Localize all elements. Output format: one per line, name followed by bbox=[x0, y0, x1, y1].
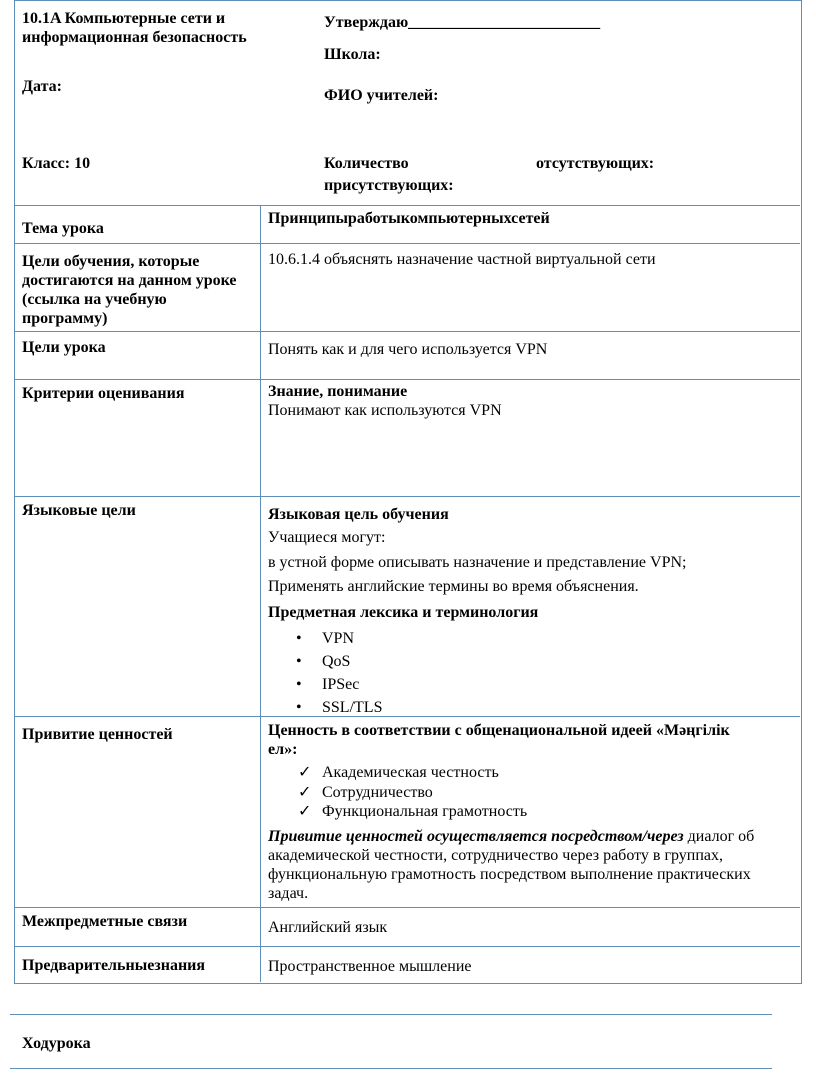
learning-goals-label: Цели обучения, которые достигаются на данном уроке (ссылка на учебную программу) bbox=[22, 253, 237, 327]
bullet-icon: • bbox=[296, 630, 302, 647]
approve-label: Утверждаю bbox=[324, 14, 409, 31]
column-divider bbox=[260, 908, 261, 946]
criteria-heading: Знание, понимание bbox=[268, 383, 408, 400]
language-line-1: Учащиеся могут: bbox=[268, 529, 386, 546]
values-label: Привитие ценностей bbox=[22, 726, 173, 743]
language-row bbox=[14, 497, 800, 717]
date-label: Дата: bbox=[22, 78, 62, 95]
approve-line: ________________________ bbox=[408, 14, 601, 31]
header-block bbox=[14, 0, 800, 206]
values-paragraph bbox=[268, 827, 793, 903]
learning-goals-value: 10.6.1.4 объяснять назначение частной виртуальной сети bbox=[268, 251, 656, 268]
list-item: ✓ Сотрудничество bbox=[298, 783, 433, 801]
criteria-label: Критерии оценивания bbox=[22, 385, 185, 402]
column-divider bbox=[260, 332, 261, 379]
count-label: Количество bbox=[324, 155, 409, 172]
lesson-goals-value: Понять как и для чего используется VPN bbox=[268, 341, 548, 358]
list-item: • VPN bbox=[268, 627, 382, 650]
list-item: ✓ Функциональная грамотность bbox=[298, 803, 528, 820]
checkmark-icon: ✓ bbox=[298, 783, 312, 801]
values-checklist bbox=[268, 763, 527, 822]
list-item: ✓ Академическая честность bbox=[298, 764, 499, 781]
approve-field bbox=[324, 13, 600, 32]
criteria-row bbox=[14, 380, 800, 497]
prior-label: Предварительныезнания bbox=[22, 957, 206, 974]
terms-list bbox=[268, 627, 382, 719]
column-divider bbox=[260, 380, 261, 496]
language-line-3: Применять английские термины во время объяснения. bbox=[268, 578, 639, 595]
values-paragraph-lead: Привитие ценностей осуществляется посредством/через bbox=[268, 828, 684, 845]
cross-value: Английский язык bbox=[268, 919, 388, 936]
bullet-icon: • bbox=[296, 653, 302, 670]
lesson-goals-row bbox=[14, 332, 800, 380]
checkmark-icon: ✓ bbox=[298, 764, 312, 781]
list-item: • IPSec bbox=[268, 673, 382, 696]
lesson-flow-title: Ходурока bbox=[22, 1035, 91, 1052]
prior-knowledge-row bbox=[14, 947, 800, 982]
column-divider bbox=[260, 244, 261, 331]
column-divider bbox=[260, 717, 261, 907]
cross-label: Межпредметные связи bbox=[22, 913, 188, 930]
footer-top-rule bbox=[10, 1014, 772, 1015]
column-divider bbox=[260, 205, 261, 243]
prior-value: Пространственное мышление bbox=[268, 958, 472, 975]
language-line-2: в устной форме описывать назначение и представление VPN; bbox=[268, 554, 687, 571]
cross-subject-row bbox=[14, 908, 800, 947]
list-item: • SSL/TLS bbox=[268, 696, 382, 719]
language-heading: Языковая цель обучения bbox=[268, 506, 449, 523]
footer-bottom-rule bbox=[10, 1068, 772, 1069]
topic-value: Принципыработыкомпьютерныхсетей bbox=[268, 210, 550, 227]
subject-title: 10.1A Компьютерные сети и информационная безопасность bbox=[22, 10, 247, 46]
absent-label: отсутствующих: bbox=[536, 155, 655, 172]
lesson-goals-label: Цели урока bbox=[22, 339, 106, 356]
bullet-icon: • bbox=[296, 699, 302, 716]
learning-goals-row bbox=[14, 244, 800, 332]
language-label: Языковые цели bbox=[22, 502, 136, 519]
checkmark-icon: ✓ bbox=[298, 803, 312, 820]
values-paragraph-rest: диалог об академической честности, сотрудничество через работу в группах, функциональную грамотность посредством выполнение практических задач. bbox=[268, 828, 755, 902]
list-item: • QoS bbox=[268, 650, 382, 673]
topic-label: Тема урока bbox=[22, 220, 104, 237]
column-divider bbox=[260, 947, 261, 982]
bullet-icon: • bbox=[296, 676, 302, 693]
present-label: присутствующих: bbox=[324, 177, 454, 194]
class-label: Класс: 10 bbox=[22, 155, 91, 172]
topic-row bbox=[14, 205, 800, 244]
school-label: Школа: bbox=[324, 46, 381, 63]
column-divider bbox=[260, 497, 261, 716]
vocab-heading: Предметная лексика и терминология bbox=[268, 604, 539, 621]
teacher-label: ФИО учителей: bbox=[324, 87, 439, 104]
values-row bbox=[14, 717, 800, 908]
values-heading: Ценность в соответствии с общенациональной идеей «Мәңгілік ел»: bbox=[268, 722, 730, 758]
criteria-value: Понимают как используются VPN bbox=[268, 402, 502, 419]
